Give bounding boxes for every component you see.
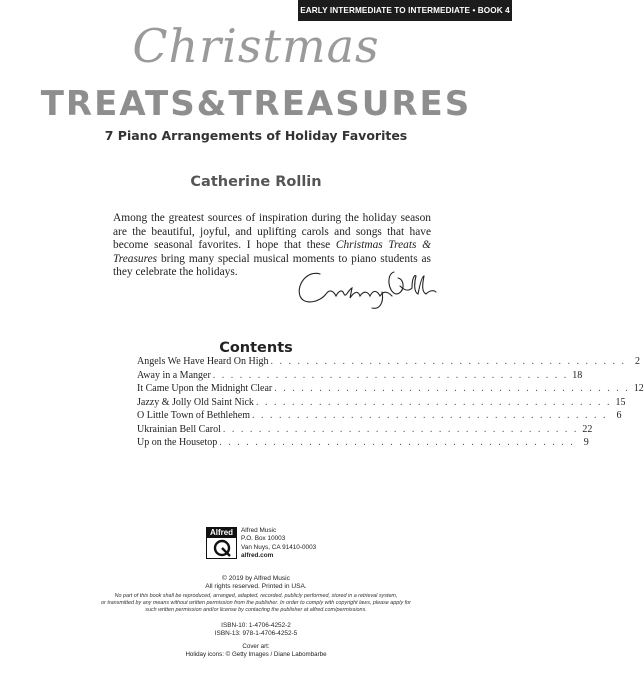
toc-title: It Came Upon the Midnight Clear — [137, 383, 273, 394]
level-label: EARLY INTERMEDIATE TO INTERMEDIATE • BOOK 4 — [300, 6, 510, 15]
isbn-block — [0, 622, 512, 638]
title-script-line: Christmas — [132, 19, 380, 73]
isbn-13: ISBN-13: 978-1-4706-4252-5 — [214, 630, 298, 637]
toc-title: Away in a Manger — [137, 369, 211, 381]
toc-leader-dots: . . . . . . . . . . . . . . . . . . . . . . . . . . . . . . . . . . . . . . . . — [255, 396, 612, 408]
toc-page-number: 6 — [616, 410, 622, 421]
toc-row — [137, 423, 593, 438]
toc-title: Angels We Have Heard On High — [137, 356, 269, 367]
toc-row — [137, 369, 583, 384]
toc-row — [137, 437, 589, 451]
toc-leader-dots: . . . . . . . . . . . . . . . . . . . . . . . . . . . . . . . . . . . . . . . . — [270, 356, 626, 367]
toc-title: Up on the Housetop — [137, 437, 218, 448]
contents-heading: Contents — [219, 340, 293, 356]
isbn-10: ISBN-10: 1-4706-4252-2 — [221, 622, 291, 629]
publisher-name: Alfred Music — [241, 527, 277, 534]
rights-line: All rights reserved. Printed in USA. — [205, 583, 307, 591]
author-name: Catherine Rollin — [190, 174, 322, 190]
toc-row — [137, 410, 622, 424]
intro-book-title: Christmas Treats & Treasures — [113, 239, 431, 265]
legal-notice — [56, 593, 456, 613]
toc-row — [137, 356, 640, 370]
toc-leader-dots: . . . . . . . . . . . . . . . . . . . . . . . . . . . . . . . . . . . . . . . . — [222, 423, 579, 435]
copyright-notice — [0, 575, 512, 591]
alfred-mark-icon — [208, 538, 236, 558]
subtitle: 7 Piano Arrangements of Holiday Favorites — [104, 128, 408, 143]
intro-text-start: Among the greatest sources of inspiration during the holiday season are the beautiful, joyful, and uplifting carols and songs that have become seasonal favorites. I hope that these — [113, 212, 431, 252]
legal-line: such written permission and/or license by contacting the publisher at alfred.com/permissions. — [145, 606, 367, 613]
toc-leader-dots: . . . . . . . . . . . . . . . . . . . . . . . . . . . . . . . . . . . . . . . . — [251, 410, 608, 421]
toc-page-number: 12 — [633, 383, 644, 394]
title-main-line: TREATS&TREASURES — [40, 84, 472, 124]
copyright-line: © 2019 by Alfred Music — [222, 575, 290, 582]
alfred-logo — [206, 527, 237, 559]
toc-leader-dots: . . . . . . . . . . . . . . . . . . . . . . . . . . . . . . . . . . . . . . . . — [219, 437, 575, 448]
logo-wordmark: Alfred — [207, 528, 236, 538]
intro-text-end: bring many special musical moments to piano students as they celebrate the holidays. — [113, 252, 431, 279]
table-of-contents — [137, 356, 644, 451]
author-signature — [290, 262, 440, 312]
toc-page-number: 15 — [615, 396, 626, 408]
cover-credit-label: Cover art: — [242, 643, 270, 650]
toc-page-number: 22 — [582, 423, 593, 435]
publisher-block — [206, 527, 316, 560]
toc-page-number: 2 — [634, 356, 640, 367]
publisher-url: alfred.com — [241, 551, 274, 559]
toc-title: Jazzy & Jolly Old Saint Nick — [137, 396, 254, 408]
publisher-city: Van Nuys, CA 91410-0003 — [241, 543, 317, 551]
toc-row — [137, 396, 626, 411]
toc-title: Ukrainian Bell Carol — [137, 423, 221, 435]
cover-credit — [0, 643, 512, 659]
toc-page-number: 18 — [572, 369, 583, 381]
toc-page-number: 9 — [583, 437, 589, 448]
legal-line: or transmitted by any means without written permission from the publisher. In order to comply with copyright laws, please apply for — [101, 599, 411, 606]
publisher-po-box: P.O. Box 10003 — [241, 535, 286, 543]
legal-line: No part of this book shall be reproduced, arranged, adapted, recorded, publicly performed, stored in a retrieval system, — [114, 593, 398, 599]
toc-row — [137, 383, 644, 397]
toc-leader-dots: . . . . . . . . . . . . . . . . . . . . . . . . . . . . . . . . . . . . . . . . — [274, 383, 630, 394]
toc-title: O Little Town of Bethlehem — [137, 410, 250, 421]
publisher-address — [241, 527, 316, 560]
cover-credit-text: Holiday icons: © Getty Images / Diane Labombarbe — [185, 651, 327, 658]
toc-leader-dots: . . . . . . . . . . . . . . . . . . . . . . . . . . . . . . . . . . . . . . . . — [212, 369, 569, 381]
